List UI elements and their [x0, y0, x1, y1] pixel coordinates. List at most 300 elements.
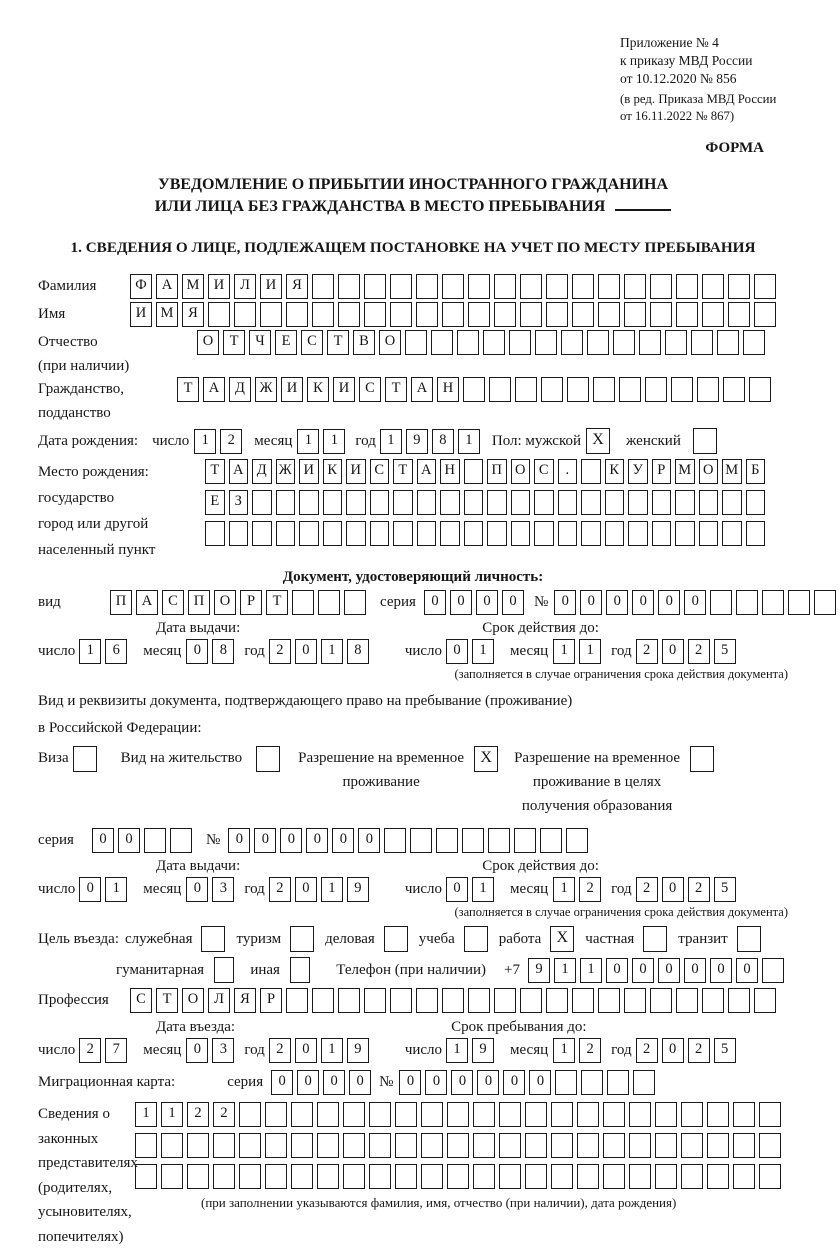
char-cell[interactable] [546, 302, 568, 327]
char-cell[interactable]: 0 [446, 877, 468, 902]
char-cell[interactable] [628, 490, 648, 515]
char-cell[interactable] [292, 590, 314, 615]
char-cell[interactable] [558, 490, 578, 515]
char-cell[interactable] [473, 1164, 495, 1189]
char-cell[interactable] [390, 988, 412, 1013]
char-cell[interactable]: 2 [269, 639, 291, 664]
char-cell[interactable] [239, 1164, 261, 1189]
char-cell[interactable] [572, 302, 594, 327]
char-cell[interactable] [417, 521, 437, 546]
char-cell[interactable] [645, 377, 667, 402]
char-cell[interactable] [691, 330, 713, 355]
char-cell[interactable]: 0 [295, 1038, 317, 1063]
char-cell[interactable]: 1 [553, 1038, 575, 1063]
char-cell[interactable]: 1 [297, 429, 319, 454]
purpose-tranzit-checkbox[interactable] [737, 926, 761, 952]
char-cell[interactable]: Ч [249, 330, 271, 355]
char-cell[interactable] [520, 988, 542, 1013]
char-cell[interactable] [421, 1133, 443, 1158]
char-cell[interactable]: Т [327, 330, 349, 355]
edu-permit-checkbox[interactable] [690, 746, 714, 772]
char-cell[interactable] [759, 1164, 781, 1189]
char-cell[interactable]: 0 [529, 1070, 551, 1095]
char-cell[interactable] [746, 521, 766, 546]
char-cell[interactable] [421, 1102, 443, 1127]
char-cell[interactable] [603, 1164, 625, 1189]
char-cell[interactable] [440, 490, 460, 515]
char-cell[interactable]: 1 [79, 639, 101, 664]
char-cell[interactable] [581, 1070, 603, 1095]
char-cell[interactable] [457, 330, 479, 355]
char-cell[interactable] [468, 274, 490, 299]
char-cell[interactable] [511, 521, 531, 546]
char-cell[interactable]: 0 [295, 877, 317, 902]
char-cell[interactable]: 1 [135, 1102, 157, 1127]
char-cell[interactable]: 0 [632, 958, 654, 983]
char-cell[interactable]: С [162, 590, 184, 615]
char-cell[interactable] [551, 1102, 573, 1127]
char-cell[interactable]: Л [208, 988, 230, 1013]
char-cell[interactable] [572, 988, 594, 1013]
char-cell[interactable] [699, 490, 719, 515]
char-cell[interactable] [581, 490, 601, 515]
char-cell[interactable]: Ф [130, 274, 152, 299]
visa-checkbox[interactable] [73, 746, 97, 772]
char-cell[interactable]: 2 [688, 1038, 710, 1063]
purpose-chastnaya-checkbox[interactable] [643, 926, 667, 952]
char-cell[interactable]: Я [182, 302, 204, 327]
char-cell[interactable]: 0 [658, 590, 680, 615]
char-cell[interactable] [239, 1102, 261, 1127]
char-cell[interactable] [144, 828, 166, 853]
char-cell[interactable]: Т [266, 590, 288, 615]
char-cell[interactable] [487, 490, 507, 515]
char-cell[interactable] [473, 1133, 495, 1158]
char-cell[interactable] [814, 590, 836, 615]
char-cell[interactable]: 1 [554, 958, 576, 983]
char-cell[interactable] [393, 521, 413, 546]
char-cell[interactable] [338, 302, 360, 327]
char-cell[interactable] [587, 330, 609, 355]
char-cell[interactable]: Р [260, 988, 282, 1013]
char-cell[interactable] [702, 274, 724, 299]
char-cell[interactable] [650, 302, 672, 327]
char-cell[interactable]: А [203, 377, 225, 402]
char-cell[interactable]: 1 [321, 639, 343, 664]
char-cell[interactable] [135, 1164, 157, 1189]
char-cell[interactable] [555, 1070, 577, 1095]
char-cell[interactable] [416, 988, 438, 1013]
char-cell[interactable]: 0 [684, 590, 706, 615]
char-cell[interactable] [534, 490, 554, 515]
char-cell[interactable]: 1 [472, 639, 494, 664]
char-cell[interactable] [546, 988, 568, 1013]
char-cell[interactable] [370, 490, 390, 515]
char-cell[interactable]: 0 [477, 1070, 499, 1095]
char-cell[interactable] [312, 274, 334, 299]
char-cell[interactable] [395, 1102, 417, 1127]
char-cell[interactable] [525, 1164, 547, 1189]
char-cell[interactable]: 1 [321, 877, 343, 902]
char-cell[interactable] [364, 274, 386, 299]
char-cell[interactable] [187, 1133, 209, 1158]
char-cell[interactable] [499, 1164, 521, 1189]
char-cell[interactable] [252, 521, 272, 546]
char-cell[interactable] [759, 1133, 781, 1158]
char-cell[interactable]: О [699, 459, 719, 484]
char-cell[interactable] [323, 521, 343, 546]
char-cell[interactable] [265, 1133, 287, 1158]
char-cell[interactable]: Ж [276, 459, 296, 484]
char-cell[interactable]: 0 [425, 1070, 447, 1095]
char-cell[interactable] [370, 521, 390, 546]
char-cell[interactable]: 1 [579, 639, 601, 664]
char-cell[interactable]: 2 [636, 1038, 658, 1063]
char-cell[interactable]: Я [286, 274, 308, 299]
purpose-rabota-checkbox[interactable]: X [550, 926, 574, 952]
char-cell[interactable] [509, 330, 531, 355]
char-cell[interactable] [346, 490, 366, 515]
char-cell[interactable]: 0 [280, 828, 302, 853]
char-cell[interactable] [511, 490, 531, 515]
char-cell[interactable] [717, 330, 739, 355]
char-cell[interactable]: М [675, 459, 695, 484]
char-cell[interactable] [135, 1133, 157, 1158]
char-cell[interactable] [605, 490, 625, 515]
char-cell[interactable]: Р [240, 590, 262, 615]
purpose-turizm-checkbox[interactable] [290, 926, 314, 952]
char-cell[interactable] [655, 1102, 677, 1127]
char-cell[interactable] [746, 490, 766, 515]
char-cell[interactable]: 0 [254, 828, 276, 853]
char-cell[interactable]: 0 [306, 828, 328, 853]
char-cell[interactable]: 1 [380, 429, 402, 454]
char-cell[interactable]: М [156, 302, 178, 327]
char-cell[interactable] [323, 490, 343, 515]
char-cell[interactable] [442, 988, 464, 1013]
char-cell[interactable]: 1 [553, 639, 575, 664]
char-cell[interactable] [393, 490, 413, 515]
char-cell[interactable]: 0 [662, 877, 684, 902]
char-cell[interactable] [671, 377, 693, 402]
char-cell[interactable]: О [197, 330, 219, 355]
char-cell[interactable] [728, 302, 750, 327]
char-cell[interactable] [318, 590, 340, 615]
char-cell[interactable] [603, 1102, 625, 1127]
char-cell[interactable]: 8 [212, 639, 234, 664]
char-cell[interactable] [390, 302, 412, 327]
char-cell[interactable] [494, 274, 516, 299]
char-cell[interactable] [161, 1133, 183, 1158]
char-cell[interactable]: 8 [347, 639, 369, 664]
char-cell[interactable] [213, 1164, 235, 1189]
char-cell[interactable] [515, 377, 537, 402]
char-cell[interactable] [697, 377, 719, 402]
char-cell[interactable] [252, 490, 272, 515]
char-cell[interactable] [613, 330, 635, 355]
char-cell[interactable]: 1 [580, 958, 602, 983]
char-cell[interactable] [494, 302, 516, 327]
char-cell[interactable]: 9 [347, 877, 369, 902]
char-cell[interactable] [464, 459, 484, 484]
char-cell[interactable]: М [722, 459, 742, 484]
char-cell[interactable]: Н [437, 377, 459, 402]
char-cell[interactable] [551, 1164, 573, 1189]
char-cell[interactable]: И [281, 377, 303, 402]
sex-male-checkbox[interactable]: X [586, 428, 610, 454]
char-cell[interactable]: И [333, 377, 355, 402]
char-cell[interactable]: 1 [472, 877, 494, 902]
char-cell[interactable] [736, 590, 758, 615]
char-cell[interactable] [468, 302, 490, 327]
char-cell[interactable]: 9 [528, 958, 550, 983]
char-cell[interactable]: Ж [255, 377, 277, 402]
char-cell[interactable] [447, 1102, 469, 1127]
char-cell[interactable]: 0 [271, 1070, 293, 1095]
char-cell[interactable] [464, 490, 484, 515]
char-cell[interactable]: А [417, 459, 437, 484]
char-cell[interactable]: О [182, 988, 204, 1013]
char-cell[interactable] [541, 377, 563, 402]
sex-female-checkbox[interactable] [693, 428, 717, 454]
char-cell[interactable] [343, 1164, 365, 1189]
char-cell[interactable]: А [229, 459, 249, 484]
char-cell[interactable] [754, 302, 776, 327]
char-cell[interactable]: Б [746, 459, 766, 484]
char-cell[interactable]: 2 [213, 1102, 235, 1127]
char-cell[interactable]: К [307, 377, 329, 402]
char-cell[interactable]: И [208, 274, 230, 299]
char-cell[interactable]: 0 [118, 828, 140, 853]
char-cell[interactable] [369, 1102, 391, 1127]
char-cell[interactable]: 2 [688, 639, 710, 664]
char-cell[interactable] [442, 274, 464, 299]
char-cell[interactable] [675, 490, 695, 515]
char-cell[interactable] [344, 590, 366, 615]
char-cell[interactable]: 0 [451, 1070, 473, 1095]
char-cell[interactable] [624, 274, 646, 299]
char-cell[interactable] [676, 302, 698, 327]
char-cell[interactable] [535, 330, 557, 355]
char-cell[interactable]: 0 [606, 590, 628, 615]
char-cell[interactable]: Т [205, 459, 225, 484]
char-cell[interactable] [260, 302, 282, 327]
char-cell[interactable] [733, 1102, 755, 1127]
char-cell[interactable] [598, 988, 620, 1013]
char-cell[interactable]: С [359, 377, 381, 402]
char-cell[interactable] [343, 1102, 365, 1127]
char-cell[interactable] [581, 459, 601, 484]
char-cell[interactable]: С [370, 459, 390, 484]
char-cell[interactable]: 0 [228, 828, 250, 853]
char-cell[interactable]: 1 [553, 877, 575, 902]
char-cell[interactable] [369, 1133, 391, 1158]
char-cell[interactable] [299, 521, 319, 546]
char-cell[interactable]: 9 [347, 1038, 369, 1063]
char-cell[interactable] [593, 377, 615, 402]
char-cell[interactable]: 1 [446, 1038, 468, 1063]
char-cell[interactable]: 1 [321, 1038, 343, 1063]
char-cell[interactable] [208, 302, 230, 327]
char-cell[interactable]: 0 [186, 639, 208, 664]
char-cell[interactable] [488, 828, 510, 853]
char-cell[interactable] [749, 377, 771, 402]
char-cell[interactable]: 1 [161, 1102, 183, 1127]
char-cell[interactable] [291, 1102, 313, 1127]
char-cell[interactable]: У [628, 459, 648, 484]
char-cell[interactable]: 2 [579, 877, 601, 902]
char-cell[interactable] [499, 1102, 521, 1127]
char-cell[interactable] [416, 302, 438, 327]
char-cell[interactable] [629, 1133, 651, 1158]
char-cell[interactable]: Р [652, 459, 672, 484]
char-cell[interactable] [338, 274, 360, 299]
char-cell[interactable]: 3 [212, 1038, 234, 1063]
char-cell[interactable] [629, 1164, 651, 1189]
char-cell[interactable]: Т [177, 377, 199, 402]
char-cell[interactable] [364, 302, 386, 327]
char-cell[interactable] [343, 1133, 365, 1158]
char-cell[interactable] [534, 521, 554, 546]
char-cell[interactable] [436, 828, 458, 853]
char-cell[interactable]: И [130, 302, 152, 327]
char-cell[interactable]: 2 [187, 1102, 209, 1127]
char-cell[interactable]: 0 [450, 590, 472, 615]
char-cell[interactable]: 2 [579, 1038, 601, 1063]
char-cell[interactable] [652, 521, 672, 546]
char-cell[interactable] [317, 1164, 339, 1189]
char-cell[interactable] [707, 1164, 729, 1189]
char-cell[interactable] [286, 302, 308, 327]
char-cell[interactable]: 0 [323, 1070, 345, 1095]
char-cell[interactable]: 0 [186, 877, 208, 902]
char-cell[interactable]: В [353, 330, 375, 355]
char-cell[interactable] [464, 521, 484, 546]
char-cell[interactable] [628, 521, 648, 546]
char-cell[interactable] [681, 1133, 703, 1158]
char-cell[interactable] [676, 274, 698, 299]
char-cell[interactable] [463, 377, 485, 402]
purpose-gumanitarnaya-checkbox[interactable] [214, 957, 234, 983]
char-cell[interactable]: 2 [636, 639, 658, 664]
char-cell[interactable]: А [136, 590, 158, 615]
char-cell[interactable]: 0 [446, 639, 468, 664]
char-cell[interactable] [447, 1164, 469, 1189]
char-cell[interactable] [650, 988, 672, 1013]
char-cell[interactable]: 2 [269, 877, 291, 902]
char-cell[interactable]: А [156, 274, 178, 299]
char-cell[interactable] [525, 1102, 547, 1127]
char-cell[interactable] [338, 988, 360, 1013]
char-cell[interactable]: 2 [269, 1038, 291, 1063]
purpose-ucheba-checkbox[interactable] [464, 926, 488, 952]
char-cell[interactable]: 0 [332, 828, 354, 853]
char-cell[interactable] [566, 828, 588, 853]
char-cell[interactable] [624, 302, 646, 327]
char-cell[interactable] [395, 1164, 417, 1189]
char-cell[interactable] [728, 274, 750, 299]
char-cell[interactable] [681, 1164, 703, 1189]
char-cell[interactable]: 9 [406, 429, 428, 454]
char-cell[interactable]: 0 [684, 958, 706, 983]
char-cell[interactable]: 0 [399, 1070, 421, 1095]
char-cell[interactable] [733, 1133, 755, 1158]
char-cell[interactable]: 0 [502, 590, 524, 615]
char-cell[interactable] [754, 988, 776, 1013]
char-cell[interactable]: О [511, 459, 531, 484]
char-cell[interactable] [291, 1133, 313, 1158]
char-cell[interactable]: 0 [554, 590, 576, 615]
char-cell[interactable] [390, 274, 412, 299]
char-cell[interactable] [462, 828, 484, 853]
char-cell[interactable] [652, 490, 672, 515]
char-cell[interactable] [468, 988, 490, 1013]
char-cell[interactable] [346, 521, 366, 546]
char-cell[interactable]: М [182, 274, 204, 299]
char-cell[interactable] [431, 330, 453, 355]
char-cell[interactable] [384, 828, 406, 853]
char-cell[interactable] [483, 330, 505, 355]
char-cell[interactable]: 2 [220, 429, 242, 454]
char-cell[interactable]: 7 [105, 1038, 127, 1063]
char-cell[interactable] [525, 1133, 547, 1158]
char-cell[interactable] [707, 1133, 729, 1158]
char-cell[interactable] [416, 274, 438, 299]
char-cell[interactable] [299, 490, 319, 515]
char-cell[interactable]: 0 [503, 1070, 525, 1095]
char-cell[interactable] [291, 1164, 313, 1189]
char-cell[interactable] [421, 1164, 443, 1189]
char-cell[interactable]: 0 [658, 958, 680, 983]
char-cell[interactable]: С [534, 459, 554, 484]
char-cell[interactable]: Н [440, 459, 460, 484]
char-cell[interactable] [598, 302, 620, 327]
purpose-delovaya-checkbox[interactable] [384, 926, 408, 952]
char-cell[interactable] [762, 958, 784, 983]
char-cell[interactable] [710, 590, 732, 615]
char-cell[interactable]: 9 [472, 1038, 494, 1063]
char-cell[interactable] [788, 590, 810, 615]
char-cell[interactable] [487, 521, 507, 546]
char-cell[interactable] [572, 274, 594, 299]
char-cell[interactable]: . [558, 459, 578, 484]
char-cell[interactable]: П [487, 459, 507, 484]
char-cell[interactable]: Д [252, 459, 272, 484]
char-cell[interactable] [410, 828, 432, 853]
char-cell[interactable] [707, 1102, 729, 1127]
char-cell[interactable] [629, 1102, 651, 1127]
char-cell[interactable]: И [260, 274, 282, 299]
char-cell[interactable] [473, 1102, 495, 1127]
char-cell[interactable]: 0 [662, 1038, 684, 1063]
char-cell[interactable]: 0 [606, 958, 628, 983]
char-cell[interactable] [205, 521, 225, 546]
char-cell[interactable] [417, 490, 437, 515]
char-cell[interactable] [520, 302, 542, 327]
char-cell[interactable]: 0 [476, 590, 498, 615]
char-cell[interactable]: 0 [186, 1038, 208, 1063]
char-cell[interactable]: 0 [710, 958, 732, 983]
char-cell[interactable] [520, 274, 542, 299]
char-cell[interactable] [759, 1102, 781, 1127]
char-cell[interactable] [577, 1164, 599, 1189]
char-cell[interactable] [681, 1102, 703, 1127]
char-cell[interactable]: 0 [295, 639, 317, 664]
char-cell[interactable] [743, 330, 765, 355]
char-cell[interactable] [540, 828, 562, 853]
temp-permit-checkbox[interactable]: X [474, 746, 498, 772]
char-cell[interactable] [276, 490, 296, 515]
